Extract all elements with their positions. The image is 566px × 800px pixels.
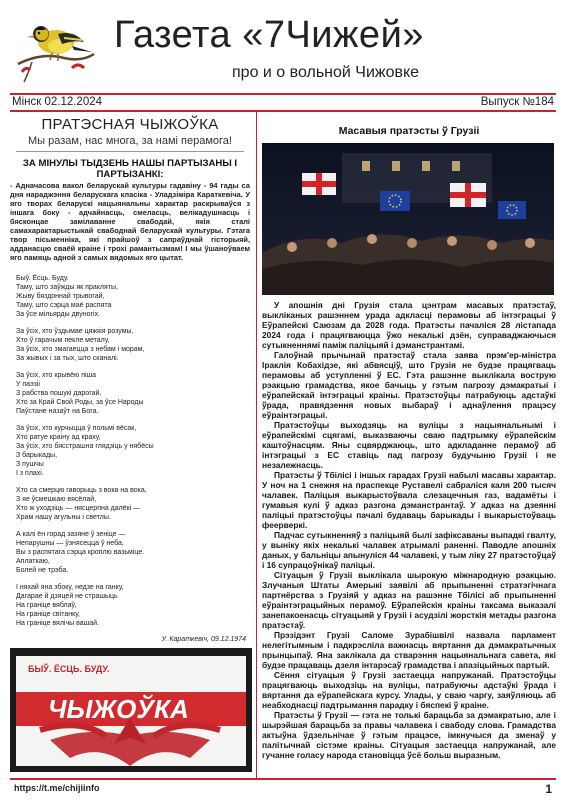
poem-line: За ўсіх, хто бясстрашна глядзіць у нябёсы — [16, 443, 154, 450]
poem-line: Хто ратуе краіну ад краху, — [16, 434, 101, 441]
poem-line: З пушчы — [16, 461, 44, 468]
protest-banner-photo — [10, 648, 252, 772]
bird-logo — [12, 12, 98, 84]
poem-line: У паэзіі — [16, 381, 40, 388]
article-paragraph: Прэзідэнт Грузіі Саломе Зурабішвілі назвала парламент нелегітымным і падкрэсліла важнасць вяртання да дэмакратычных прынцыпаў. Яна заклікала да стварэння нацыянальнага савета, які будзе працаваць дзеля інтарэсаў грамадства і апазіцыйных партый. — [262, 630, 556, 670]
poem-line: За жывых і за тых, што сканалі. — [16, 355, 119, 362]
poem-line: І з плахі. — [16, 470, 44, 477]
section-subtitle: Мы разам, нас многа, за намі перамога! — [28, 135, 232, 147]
poem-stanza — [16, 583, 250, 628]
issue-number: Выпуск №184 — [480, 96, 554, 108]
article-paragraph: Галоўнай прычынай пратэстаў стала заява прэм'ер-міністра Іраклія Кобахідзе, які абвясціў, што Грузія не будзе працягваць перамовы аб уступленні ў ЕС. Гэта рашэнне выклікала вострую рэакцыю грамадства, якое бачыць у гэтым пагрозу дэмакратыі і еўрапейскай інтэграцыі краіны. Пратэстоўцы патрабуюць адстаўкі ўрада, правядзення новых выбараў і аднаўлення працэсу еўраінтэграцыі. — [262, 350, 556, 420]
poem-line: На граніце світанку, — [16, 611, 80, 618]
poem-line: Храм нашу агульны і светлы. — [16, 514, 111, 521]
newspaper-subtitle: про и о вольной Чижовке — [232, 64, 420, 81]
poem-signature: У. Караткевіч, 09.12.1974 — [161, 636, 246, 643]
poem-line: Жыву бяздоннай трывогай, — [16, 293, 105, 300]
article-paragraph: Пратэсты ў Тбілісі і іншых гарадах Грузіі набылі масавы характар. У ноч на 1 снежня на праспекце Руставелі сабраліся каля 200 тысяч чалавек. Паліцыя выкарыстоўвала слезацечныя газ, вадамёты і гумавыя кулі ў адказ разгона дэманстрантаў. У адказ на дзеянні паліцыі пратэстоўцы пачалі будаваць барыкады і выкарыстоўваць феерверкі. — [262, 470, 556, 530]
flag-georgia-2 — [450, 183, 486, 207]
poem-line: З яе ўсмешкаю вясёлай, — [16, 496, 97, 503]
poem-line: І няхай яна збоку, недзе на ганку, — [16, 584, 124, 591]
article-paragraph: Пратэсты ў Грузіі — гэта не толькі барацьба за дэмакратыю, але і шырэйшая барацьба за правы чалавека і свабоду слова. Грамадства актыўна ўдзельнічае ў гэтым працэсе, імкнучыся да зменаў у палітычнай сістэме краіны. Сітуацыя застаецца напружанай, але гучанне голасу народа становіцца ўсё больш выразным. — [262, 710, 556, 760]
article-paragraph: У апошнія дні Грузія стала цэнтрам масавых пратэстаў, выкліканых рашэннем урада адкласці перамовы аб інтэграцыі ў Еўрапейскі Саюзам да 2028 года. Пратэсты пачаліся 28 лістапада 2024 года і працягваюцца ўжо некалькі дзён, суправаджаючыся сутыкненнямі паміж паліцыяй і дэманстрантамі. — [262, 300, 556, 350]
poem-line: Паўстане назаўт на Бога. — [16, 408, 99, 415]
poem-stanza — [16, 327, 250, 363]
poem-line: Дагарае й дзяцей не страшыць — [16, 593, 118, 600]
poem-line: З рабства пошукі дарогай, — [16, 390, 102, 397]
banner-big-text: ЧЫЖОЎКА — [48, 694, 189, 724]
poem-stanza — [16, 274, 250, 319]
poem-line: Таму, што сэрца маё распята — [16, 302, 112, 309]
article-paragraph: Сёння сітуацыя ў Грузіі застаецца напружанай. Пратэстоўцы працягваюць выходзіць на вуліцы, патрабуючы адстаўкі ўрада і вяртання да еўрапейскага курсу. Улады, у сваю чаргу, заяўляюць аб неабходнасці падтрымання парадку і бяспекі ў краіне. — [262, 670, 556, 710]
issue-date: Мінск 02.12.2024 — [12, 96, 103, 108]
poem-line: Аплаткаю, — [16, 558, 50, 565]
left-column — [10, 112, 250, 643]
poem-line: Хто са смерцю гаворыць з вока на вока, — [16, 487, 147, 494]
poem-stanza — [16, 371, 250, 416]
flag-georgia-1 — [302, 173, 336, 195]
issue-bar — [10, 96, 556, 110]
header-divider — [10, 93, 556, 95]
crowd-photo — [262, 143, 554, 295]
section-title: ПРАТЭСНАЯ ЧЫЖОЎКА — [41, 116, 219, 133]
poem-line: За ўсіх, хто змагаецца з небам і морам, — [16, 346, 145, 353]
poem-stanza — [16, 424, 250, 478]
footer-divider — [10, 778, 556, 780]
telegram-link[interactable]: https://t.me/chijiinfo — [14, 783, 100, 793]
banner-image — [10, 648, 252, 772]
article-title: Масавыя пратэсты ў Грузіі — [338, 125, 480, 137]
newspaper-title: Газета «7Чижей» — [114, 14, 424, 56]
poem-line: А калі ён горад зазяне ў зенiце — — [16, 531, 126, 538]
article-paragraph: Падчас сутыкненняў з паліцыяй былі зафіксаваны выпадкі гвалту, у выніку якіх некалькі чалавек атрымалі раненні. Паводле апошніх даных, у бальніцы апынуліся 44 чалавекі, у тым ліку 27 пратэстоўцаў і 16 супрацоўнікаў паліцыі. — [262, 530, 556, 570]
poem-line: На граніце вяблаў, — [16, 602, 77, 609]
poem-line: З барыкады, — [16, 452, 58, 459]
poem-line: Непарушны — ўзнясецца ў неба, — [16, 540, 124, 547]
banner-small-text: БЫЎ. ЁСЦЬ. БУДУ. — [28, 664, 110, 674]
poem-line: За ўсіх, хто крывёю піша — [16, 372, 97, 379]
poem-line: Таму, што заўжды як пракляты, — [16, 284, 118, 291]
poem — [10, 274, 250, 628]
georgia-protest-photo — [262, 143, 554, 295]
flag-eu-1 — [380, 191, 410, 211]
poem-line: За ўсе мільярды двуногіх. — [16, 311, 101, 318]
lead-heading: ЗА МІНУЛЫ ТЫДЗЕНЬ НАШЫ ПАРТЫЗАНЫ І ПАРТЫЗАНКІ: — [22, 158, 238, 180]
column-divider — [256, 112, 257, 780]
poem-line: За ўсіх, хто ўздымае цяжкія розумы, — [16, 328, 134, 335]
poem-line: Быў. Ёсць. Буду. — [16, 275, 69, 282]
article-paragraph: Сітуацыя ў Грузіі выклікала шырокую міжнародную рэакцыю. Злучаныя Штаты Амерыкі заявілі аб прыпыненні стратэгічнага партнёрства з Грузіяй у адказ на рашэнне Тбілісі аб прыпыненні еўраінтэграцыйных перамоў. Еўрапейскія краіны таксама выказалі занепакоенасць сітуацыяй у Грузіі і асудзілі жорсткія метады разгона пратэстаў. — [262, 570, 556, 630]
article-paragraph: Пратэстоўцы выходзяць на вуліцы з нацыянальнымі і еўрапейскімі сцягамі, выказваючы сваю падтрымку еўрапейскім каштоўнасцям. Яны сцвярджаюць, што адкладанне перамоў аб інтэграцыі з ЕС ставіць пад пагрозу будучыню Грузіі і яе незалежнасць. — [262, 420, 556, 470]
lead-text: - Адначасова вакол беларускай культуры гадавіну - 94 гады са дня нараджэння беларускага класіка - Уладзіміра Караткевіча. У яго творах беларускі нацыянальны характар раскрываўся з іншага боку - адчайнасць, смеласць, велікадушнасць і бясконцае замілаванне свабодай, якія сталі самахарактарыстыкай свабоднай беларускай культуры. Гэтага твор пісьменніка, які прайшоў з сапраўднай гісторыяй, адданасцю сваёй краіне і трохі рамантызмам! І мы ўшаноўваем яго памяць адной з самых вядомых яго цытат. — [10, 181, 250, 262]
section-divider — [16, 151, 244, 152]
poem-line: Хто ж уходзіць — нясцерпна далёкі — — [16, 505, 141, 512]
poem-line: За ўсіх, хто курчыцца ў польмі вёсак, — [16, 425, 137, 432]
masthead — [10, 8, 556, 90]
page-number: 1 — [545, 782, 552, 796]
poem-stanza — [16, 530, 250, 575]
poem-stanza — [16, 486, 250, 522]
flag-eu-2 — [498, 201, 526, 219]
poem-line: Вы з распятага сэрца кроплю вазьміце. — [16, 549, 145, 556]
siskin-bird-icon — [12, 12, 98, 84]
article-body — [262, 300, 556, 760]
poem-line: Болей не трэба. — [16, 567, 69, 574]
right-column — [262, 112, 556, 760]
poem-line: Хто ў гарачым пекле металу, — [16, 337, 110, 344]
poem-line: Хто за Край Свой Роды, за ўсе Народы — [16, 399, 144, 406]
poem-line: На граніце вялічы вашай. — [16, 620, 100, 627]
